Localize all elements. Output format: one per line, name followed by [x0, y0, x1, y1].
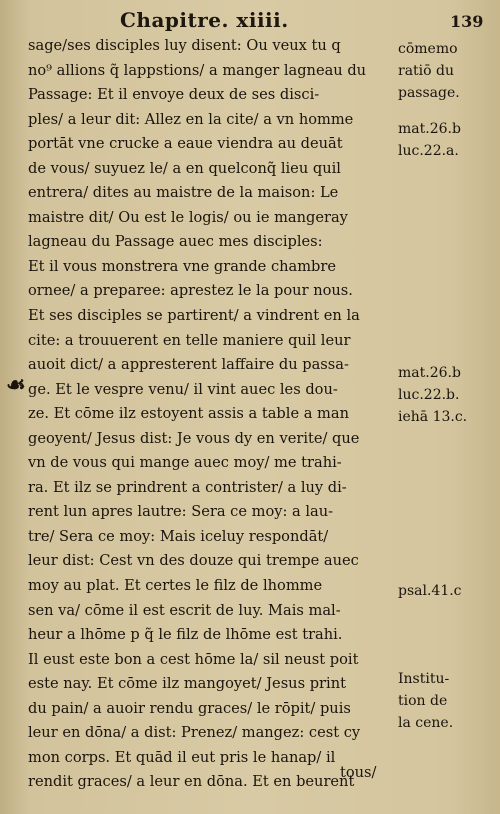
margin-note-line: Institu-	[398, 671, 450, 687]
margin-note-line: mat.26.b	[398, 121, 461, 137]
text-line: ples/ a leur dit: Allez en la cite/ a vn homme	[28, 110, 354, 128]
text-line: auoit dict/ a appresterent laffaire du passa-	[28, 356, 349, 374]
margin-note-line: passage.	[398, 85, 460, 101]
main-text-column	[28, 34, 398, 795]
folio-number: 139	[450, 12, 484, 31]
text-line: rendit graces/ a leur en dōna. Et en beurent	[28, 773, 355, 791]
text-line: portāt vne crucke a eaue viendra au deuāt	[28, 135, 343, 153]
text-line: tre/ Sera ce moy: Mais iceluy respondāt/	[28, 527, 329, 545]
text-line: geoyent/ Jesus dist: Je vous dy en verite/ que	[28, 429, 360, 447]
margin-note-line: psal.41.c	[398, 583, 462, 599]
margin-note-line: luc.22.a.	[398, 143, 459, 159]
text-line: Et ses disciples se partirent/ a vindrent en la	[28, 307, 360, 325]
running-head: Chapitre. xiiii.	[120, 8, 289, 32]
margin-note-line: mat.26.b	[398, 365, 461, 381]
text-line: vn de vous qui mange auec moy/ me trahi-	[28, 454, 342, 472]
text-line: cite: a trouuerent en telle maniere quil leur	[28, 331, 351, 349]
margin-note-line: luc.22.b.	[398, 387, 460, 403]
text-line: du pain/ a auoir rendu graces/ le rōpit/ puis	[28, 699, 351, 717]
text-line: no⁹ allions q̃ lappstions/ a manger lagneau du	[28, 61, 367, 79]
catchword: tous/	[340, 764, 377, 781]
margin-note-reference-1	[398, 118, 461, 162]
text-line: moy au plat. Et certes le filz de lhomme	[28, 577, 323, 595]
text-line: ge. Et le vespre venu/ il vint auec les dou-	[28, 380, 338, 398]
margin-note-line: cōmemo	[398, 41, 458, 57]
margin-note-psalm	[398, 580, 462, 602]
margin-note-line: tion de	[398, 693, 448, 709]
text-line: sen va/ cōme il est escrit de luy. Mais mal-	[28, 601, 341, 619]
text-line: mon corps. Et quād il eut pris le hanap/ il	[28, 748, 336, 766]
text-line: ze. Et cōme ilz estoyent assis a table a man	[28, 405, 349, 423]
text-line: ornee/ a preparee: aprestez le la pour nous.	[28, 282, 353, 300]
text-line: maistre dit/ Ou est le logis/ ou ie mangeray	[28, 208, 348, 226]
margin-note-line: la cene.	[398, 715, 454, 731]
text-line: leur en dōna/ a dist: Prenez/ mangez: cest cy	[28, 724, 361, 742]
margin-note-line: ratiō du	[398, 63, 454, 79]
margin-note-reference-2	[398, 362, 467, 428]
text-line: de vous/ suyuez le/ a en quelconq̃ lieu quil	[28, 159, 341, 177]
text-line: ra. Et ilz se prindrent a contrister/ a luy di-	[28, 478, 347, 496]
margin-note-institution	[398, 668, 453, 734]
text-line: leur dist: Cest vn des douze qui trempe auec	[28, 552, 359, 570]
text-line: Il eust este bon a cest hōme la/ sil neust poit	[28, 650, 359, 668]
text-line: sage/ses disciples luy disent: Ou veux tu q	[28, 37, 341, 54]
margin-note-line: iehā 13.c.	[398, 409, 468, 425]
text-line: Et il vous monstrera vne grande chambre	[28, 257, 337, 275]
margin-note-commemoration	[398, 38, 460, 104]
text-line: rent lun apres lautre: Sera ce moy: a lau-	[28, 503, 334, 521]
paragraph-mark: ☙	[6, 372, 26, 398]
text-line: entrera/ dites au maistre de la maison: Le	[28, 184, 339, 202]
text-line: heur a lhōme p q̃ le filz de lhōme est trahi.	[28, 626, 343, 644]
text-line: Passage: Et il envoye deux de ses disci-	[28, 86, 320, 104]
text-line: este nay. Et cōme ilz mangoyet/ Jesus print	[28, 675, 346, 693]
text-line: lagneau du Passage auec mes disciples:	[28, 233, 323, 251]
